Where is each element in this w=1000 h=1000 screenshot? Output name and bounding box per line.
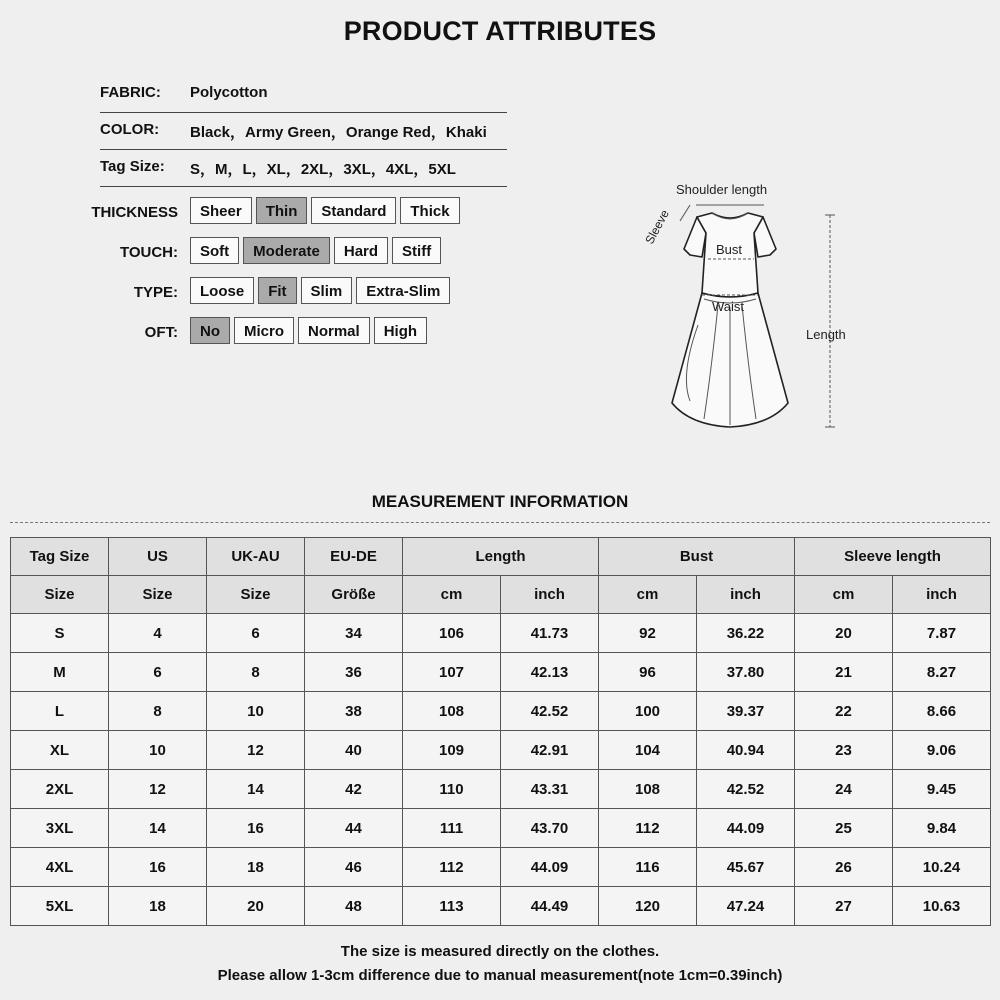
table-cell: 116	[599, 848, 697, 887]
table-cell: 120	[599, 887, 697, 926]
table-cell: 6	[207, 614, 305, 653]
table-cell: 42.91	[501, 731, 599, 770]
table-cell: 47.24	[697, 887, 795, 926]
table-cell: 107	[403, 653, 501, 692]
table-cell: 106	[403, 614, 501, 653]
header-cell: EU-DE	[305, 538, 403, 576]
table-cell: S	[11, 614, 109, 653]
table-cell: 20	[795, 614, 893, 653]
divider	[100, 186, 507, 187]
table-cell: 27	[795, 887, 893, 926]
table-cell: 37.80	[697, 653, 795, 692]
table-cell: 36.22	[697, 614, 795, 653]
measurement-title: MEASUREMENT INFORMATION	[371, 492, 629, 511]
table-row	[11, 614, 991, 653]
option-choice: Normal	[298, 317, 370, 344]
table-cell: 6	[109, 653, 207, 692]
table-cell: 42.52	[501, 692, 599, 731]
table-cell: 2XL	[11, 770, 109, 809]
table-cell: 111	[403, 809, 501, 848]
table-cell: 16	[109, 848, 207, 887]
table-cell: 4XL	[11, 848, 109, 887]
page-title: PRODUCT ATTRIBUTES	[343, 16, 657, 46]
header-cell: Bust	[599, 538, 795, 576]
table-cell: 9.84	[893, 809, 991, 848]
option-choice: No	[190, 317, 230, 344]
option-label: OFT:	[144, 324, 178, 341]
shoulder-length-label: Shoulder length	[676, 182, 768, 197]
table-cell: 10	[207, 692, 305, 731]
table-cell: 38	[305, 692, 403, 731]
dress-diagram	[630, 175, 870, 445]
dress-illustration	[630, 175, 870, 445]
table-cell: 112	[403, 848, 501, 887]
table-cell: 41.73	[501, 614, 599, 653]
header-cell: UK-AU	[207, 538, 305, 576]
table-cell: 100	[599, 692, 697, 731]
table-cell: 9.45	[893, 770, 991, 809]
subheader-cell: Size	[207, 576, 305, 614]
fabric-value: Polycotton	[190, 84, 268, 101]
table-cell: 92	[599, 614, 697, 653]
table-cell: 8.66	[893, 692, 991, 731]
option-choice: Thick	[400, 197, 459, 224]
option-choice: Extra-Slim	[356, 277, 450, 304]
option-label: TOUCH:	[119, 244, 178, 261]
table-cell: 18	[109, 887, 207, 926]
table-cell: 44.09	[697, 809, 795, 848]
option-choice: Soft	[190, 237, 239, 264]
table-cell: 12	[109, 770, 207, 809]
table-cell: 8.27	[893, 653, 991, 692]
table-cell: 44.49	[501, 887, 599, 926]
option-choice: Stiff	[392, 237, 441, 264]
table-cell: 10.63	[893, 887, 991, 926]
subheader-cell: inch	[697, 576, 795, 614]
table-cell: 40.94	[697, 731, 795, 770]
subheader-cell: cm	[795, 576, 893, 614]
subheader-cell: Größe	[305, 576, 403, 614]
table-cell: 18	[207, 848, 305, 887]
color-label: COLOR:	[100, 121, 160, 138]
subheader-cell: cm	[599, 576, 697, 614]
table-cell: 10.24	[893, 848, 991, 887]
table-cell: 4	[109, 614, 207, 653]
table-cell: 48	[305, 887, 403, 926]
table-cell: M	[11, 653, 109, 692]
table-cell: L	[11, 692, 109, 731]
option-choice: Standard	[311, 197, 396, 224]
header-cell: Sleeve length	[795, 538, 991, 576]
option-choice: High	[374, 317, 427, 344]
sleeve-label: Sleeve	[642, 207, 672, 247]
option-choice: Slim	[301, 277, 353, 304]
table-cell: 25	[795, 809, 893, 848]
subheader-cell: Size	[109, 576, 207, 614]
table-cell: 45.67	[697, 848, 795, 887]
fabric-label: FABRIC:	[100, 84, 161, 101]
table-cell: 40	[305, 731, 403, 770]
table-row	[11, 653, 991, 692]
table-cell: 44	[305, 809, 403, 848]
table-row	[11, 692, 991, 731]
divider	[100, 149, 507, 150]
table-cell: 34	[305, 614, 403, 653]
option-label: THICKNESS	[91, 204, 178, 221]
table-cell: 43.70	[501, 809, 599, 848]
option-choice: Sheer	[190, 197, 252, 224]
table-cell: 26	[795, 848, 893, 887]
table-cell: 23	[795, 731, 893, 770]
color-value: Black，Army Green，Orange Red，Khaki	[190, 124, 487, 141]
option-choice: Loose	[190, 277, 254, 304]
size-chart-table	[10, 537, 991, 926]
option-choice: Moderate	[243, 237, 330, 264]
table-cell: 42	[305, 770, 403, 809]
table-cell: 22	[795, 692, 893, 731]
table-cell: 12	[207, 731, 305, 770]
tag-size-value: S，M，L，XL，2XL，3XL，4XL，5XL	[190, 161, 456, 178]
table-cell: 43.31	[501, 770, 599, 809]
measure-note: The size is measured directly on the clothes.	[340, 943, 660, 960]
table-cell: 112	[599, 809, 697, 848]
table-cell: 21	[795, 653, 893, 692]
dashed-divider	[10, 522, 990, 523]
table-cell: 42.52	[697, 770, 795, 809]
table-cell: 7.87	[893, 614, 991, 653]
table-cell: 16	[207, 809, 305, 848]
option-choice: Hard	[334, 237, 388, 264]
table-cell: 10	[109, 731, 207, 770]
header-cell: US	[109, 538, 207, 576]
table-row	[11, 887, 991, 926]
header-row-sub	[11, 576, 991, 614]
table-cell: 9.06	[893, 731, 991, 770]
tag-size-label: Tag Size:	[100, 158, 165, 175]
header-row-top	[11, 538, 991, 576]
table-cell: 46	[305, 848, 403, 887]
option-choice: Thin	[256, 197, 308, 224]
table-cell: 39.37	[697, 692, 795, 731]
table-cell: 36	[305, 653, 403, 692]
table-cell: 20	[207, 887, 305, 926]
table-row	[11, 848, 991, 887]
table-cell: 14	[207, 770, 305, 809]
option-label: TYPE:	[133, 284, 178, 301]
option-choice: Micro	[234, 317, 294, 344]
header-cell: Length	[403, 538, 599, 576]
length-label: Length	[806, 327, 846, 342]
table-cell: 96	[599, 653, 697, 692]
table-row	[11, 731, 991, 770]
table-cell: 44.09	[501, 848, 599, 887]
table-cell: 108	[599, 770, 697, 809]
table-cell: XL	[11, 731, 109, 770]
divider	[100, 112, 507, 113]
table-cell: 113	[403, 887, 501, 926]
waist-label: Waist	[712, 299, 745, 314]
header-cell: Tag Size	[11, 538, 109, 576]
subheader-cell: cm	[403, 576, 501, 614]
table-row	[11, 809, 991, 848]
table-cell: 109	[403, 731, 501, 770]
table-cell: 24	[795, 770, 893, 809]
subheader-cell: inch	[893, 576, 991, 614]
subheader-cell: inch	[501, 576, 599, 614]
option-choice: Fit	[258, 277, 296, 304]
table-cell: 110	[403, 770, 501, 809]
bust-label: Bust	[716, 242, 743, 257]
table-cell: 42.13	[501, 653, 599, 692]
table-cell: 8	[207, 653, 305, 692]
table-cell: 108	[403, 692, 501, 731]
subheader-cell: Size	[11, 576, 109, 614]
table-row	[11, 770, 991, 809]
difference-note: Please allow 1-3cm difference due to manual measurement(note 1cm=0.39inch)	[217, 967, 783, 984]
table-cell: 5XL	[11, 887, 109, 926]
table-cell: 3XL	[11, 809, 109, 848]
table-cell: 14	[109, 809, 207, 848]
table-cell: 8	[109, 692, 207, 731]
table-cell: 104	[599, 731, 697, 770]
